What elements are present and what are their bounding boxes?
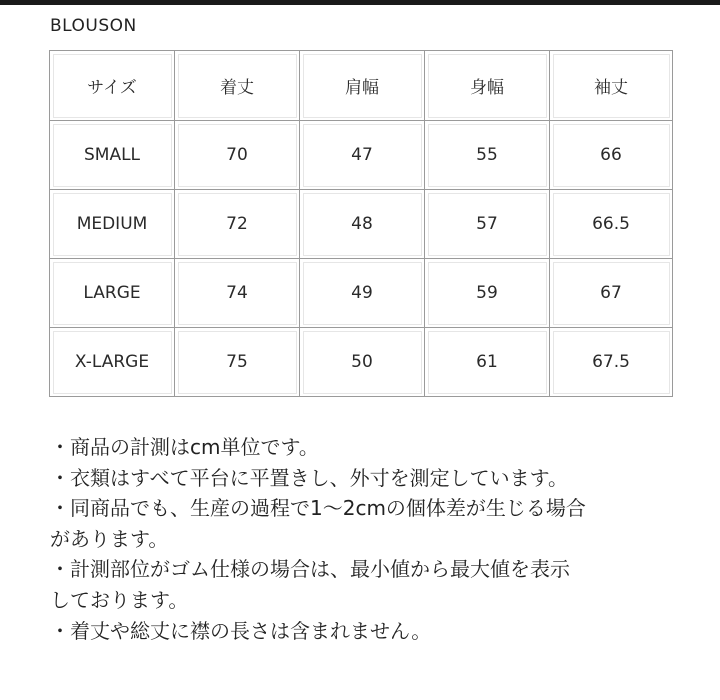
table-cell: 75: [175, 328, 300, 397]
table-cell: 57: [425, 190, 550, 259]
note-line: ・計測部位がゴム仕様の場合は、最小値から最大値を表示: [50, 557, 570, 582]
page-title: BLOUSON: [50, 16, 137, 36]
table-cell: 61: [425, 328, 550, 397]
table-row: [50, 259, 673, 328]
table-cell: 66.5: [550, 190, 673, 259]
table-cell: 72: [175, 190, 300, 259]
size-table: [49, 50, 673, 397]
table-cell: LARGE: [50, 259, 175, 328]
header-shoulder: 肩幅: [300, 51, 425, 121]
note-line: ・商品の計測はcm単位です。: [50, 435, 319, 459]
note-line: ・衣類はすべて平台に平置きし、外寸を測定しています。: [50, 465, 568, 490]
table-cell: X-LARGE: [50, 328, 175, 397]
note-line: ・同商品でも、生産の過程で1〜2cmの個体差が生じる場合: [50, 496, 586, 521]
table-header-row: [50, 51, 673, 121]
measurement-notes: [50, 432, 710, 646]
table-cell: MEDIUM: [50, 190, 175, 259]
table-cell: 66: [550, 121, 673, 190]
table-cell: 59: [425, 259, 550, 328]
table-cell: 70: [175, 121, 300, 190]
table-cell: 55: [425, 121, 550, 190]
table-cell: 67.5: [550, 328, 673, 397]
table-row: [50, 328, 673, 397]
table-cell: 47: [300, 121, 425, 190]
header-sleeve: 袖丈: [550, 51, 673, 121]
table-row: [50, 190, 673, 259]
table-cell: 49: [300, 259, 425, 328]
table-cell: 74: [175, 259, 300, 328]
note-line: ・着丈や総丈に襟の長さは含まれません。: [50, 618, 432, 643]
note-line: があります。: [50, 526, 169, 551]
header-chest: 身幅: [425, 51, 550, 121]
table-cell: 50: [300, 328, 425, 397]
table-cell: 67: [550, 259, 673, 328]
table-cell: SMALL: [50, 121, 175, 190]
header-length: 着丈: [175, 51, 300, 121]
top-border: [0, 0, 720, 5]
note-line: しております。: [50, 587, 189, 612]
header-size: サイズ: [50, 51, 175, 121]
table-cell: 48: [300, 190, 425, 259]
table-row: [50, 121, 673, 190]
